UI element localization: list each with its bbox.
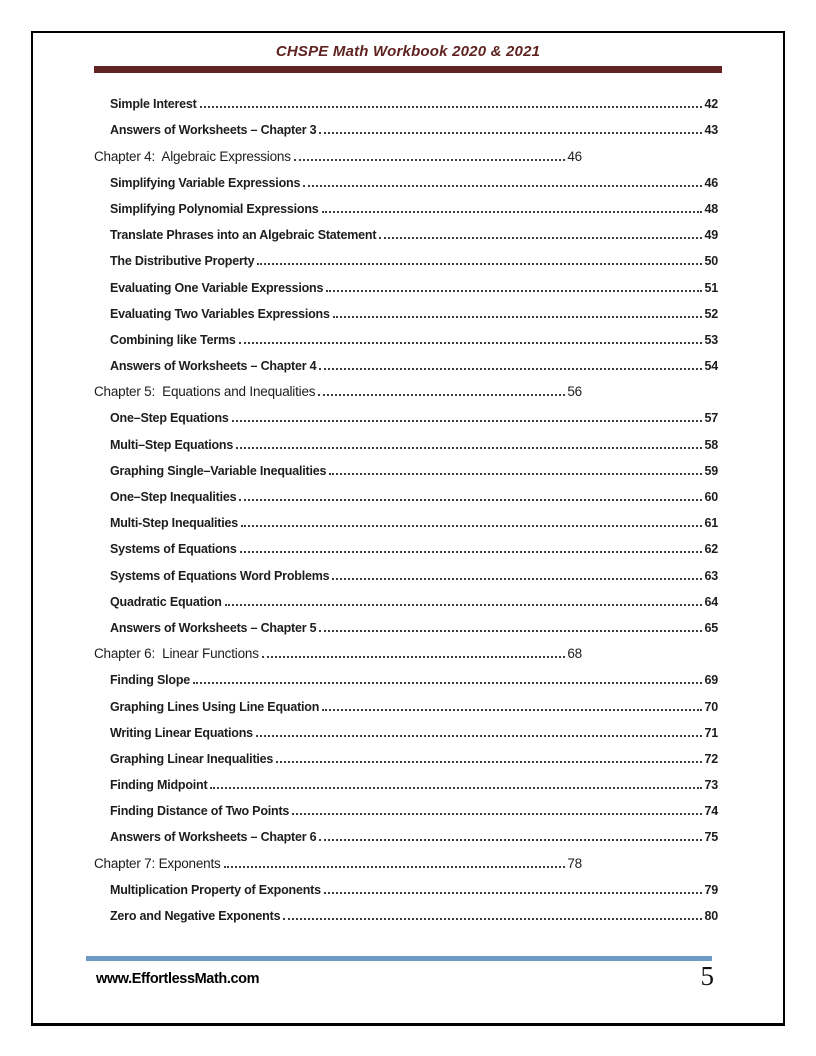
toc-entry-page: 46 [567, 148, 582, 164]
toc-leader-dots [303, 185, 702, 187]
toc-entry-label: Evaluating Two Variables Expressions [110, 306, 330, 321]
toc-leader-dots [319, 839, 702, 841]
toc-leader-dots [329, 473, 702, 475]
toc-leader-dots [333, 316, 703, 318]
toc-row [110, 745, 718, 771]
toc-entry-label: Answers of Worksheets – Chapter 6 [110, 830, 317, 845]
toc-leader-dots [241, 525, 702, 527]
toc-entry-page: 78 [567, 855, 582, 871]
header-rule-bar [94, 66, 722, 73]
toc-row [110, 457, 718, 483]
toc-entry-page: 74 [704, 804, 718, 819]
toc-entry-label: Writing Linear Equations [110, 725, 253, 740]
toc-row [110, 404, 718, 430]
toc-leader-dots [322, 709, 702, 711]
toc-leader-dots [319, 132, 702, 134]
toc-entry-label: Chapter 4: Algebraic Expressions [94, 148, 291, 164]
toc-row [94, 640, 582, 666]
toc-entry-page: 48 [704, 201, 718, 216]
toc-entry-page: 54 [704, 359, 718, 374]
toc-leader-dots [240, 551, 703, 553]
toc-entry-page: 43 [704, 123, 718, 138]
toc-entry-label: Combining like Terms [110, 332, 236, 347]
toc-entry-page: 50 [704, 254, 718, 269]
toc-leader-dots [276, 761, 702, 763]
toc-entry-label: Chapter 7: Exponents [94, 855, 221, 871]
toc-entry-page: 51 [704, 280, 718, 295]
toc-entry-label: Finding Slope [110, 673, 191, 688]
toc-leader-dots [324, 892, 703, 894]
toc-row [110, 169, 718, 195]
toc-leader-dots [232, 420, 703, 422]
toc-row [110, 823, 718, 849]
toc-entry-label: Multi-Step Inequalities [110, 516, 239, 531]
toc-row [110, 116, 718, 142]
toc-entry-label: Answers of Worksheets – Chapter 4 [110, 359, 317, 374]
toc-entry-label: Answers of Worksheets – Chapter 3 [110, 123, 317, 138]
toc-entry-page: 63 [704, 568, 718, 583]
toc-entry-label: Translate Phrases into an Algebraic Statement [110, 228, 377, 243]
toc-leader-dots [257, 263, 702, 265]
toc-row [110, 614, 718, 640]
toc-entry-page: 60 [704, 490, 718, 504]
toc-entry-page: 79 [704, 882, 718, 897]
toc-row [94, 378, 582, 404]
toc-entry-page: 59 [704, 463, 718, 478]
toc-entry-label: Finding Midpoint [110, 778, 208, 793]
toc-entry-page: 57 [704, 411, 718, 426]
toc-entry-page: 53 [704, 332, 718, 347]
toc-row [110, 90, 718, 116]
toc-entry-label: Chapter 6: Linear Functions [94, 646, 259, 662]
toc-leader-dots [319, 368, 702, 370]
toc-row [110, 352, 718, 378]
toc-row [110, 509, 718, 535]
toc-entry-label: The Distributive Property [110, 254, 255, 269]
toc-row [110, 300, 718, 326]
toc-entry-label: Evaluating One Variable Expressions [110, 280, 324, 295]
toc-row [110, 221, 718, 247]
toc-leader-dots [318, 394, 565, 396]
toc-entry-page: 46 [704, 175, 718, 190]
toc-row [110, 561, 718, 587]
toc-row [110, 876, 718, 902]
toc-leader-dots [236, 447, 702, 449]
toc-entry-page: 69 [704, 673, 718, 688]
toc-entry-page: 52 [704, 306, 718, 321]
toc-entry-page: 62 [704, 542, 718, 557]
toc-leader-dots [200, 106, 703, 108]
toc-entry-label: Simplifying Variable Expressions [110, 175, 301, 190]
toc-row [94, 849, 582, 875]
footer-website-text: www.EffortlessMath.com [96, 971, 260, 987]
toc-entry-label: Answers of Worksheets – Chapter 5 [110, 620, 317, 635]
toc-list [94, 90, 718, 928]
page-header-title: CHSPE Math Workbook 2020 & 2021 [275, 43, 541, 60]
toc-leader-dots [294, 159, 566, 161]
toc-leader-dots [326, 290, 702, 292]
toc-leader-dots [239, 499, 702, 501]
toc-entry-page: 71 [704, 725, 718, 740]
toc-leader-dots [256, 735, 703, 737]
toc-row [110, 430, 718, 456]
toc-entry-page: 64 [704, 594, 718, 609]
toc-entry-page: 73 [704, 778, 718, 793]
toc-entry-label: Multi–Step Equations [110, 437, 234, 452]
toc-entry-page: 70 [704, 699, 718, 714]
footer-page-number: 5 [700, 961, 714, 991]
toc-leader-dots [292, 813, 702, 815]
toc-entry-page: 75 [704, 830, 718, 845]
toc-entry-label: Chapter 5: Equations and Inequalities [94, 384, 316, 400]
toc-leader-dots [210, 787, 702, 789]
toc-row [94, 142, 582, 168]
toc-row [110, 666, 718, 692]
toc-row [110, 771, 718, 797]
toc-entry-page: 58 [704, 437, 718, 452]
toc-leader-dots [319, 630, 702, 632]
toc-entry-label: Simple Interest [110, 97, 197, 112]
toc-entry-label: Systems of Equations [110, 542, 237, 557]
toc-row [110, 588, 718, 614]
toc-leader-dots [193, 682, 702, 684]
toc-entry-page: 56 [567, 384, 582, 400]
toc-entry-label: Graphing Lines Using Line Equation [110, 699, 320, 714]
toc-row [110, 483, 718, 509]
toc-entry-page: 65 [704, 620, 718, 635]
toc-leader-dots [224, 866, 566, 868]
toc-entry-page: 61 [704, 516, 718, 531]
toc-entry-label: Multiplication Property of Exponents [110, 882, 321, 897]
toc-leader-dots [332, 578, 702, 580]
toc-entry-label: Systems of Equations Word Problems [110, 568, 330, 583]
toc-entry-page: 68 [567, 646, 582, 662]
toc-row [110, 247, 718, 273]
toc-row [110, 273, 718, 299]
toc-row [110, 692, 718, 718]
toc-entry-label: Finding Distance of Two Points [110, 804, 290, 819]
toc-leader-dots [379, 237, 702, 239]
toc-leader-dots [283, 918, 702, 920]
toc-leader-dots [225, 604, 703, 606]
toc-entry-label: One–Step Equations [110, 411, 229, 426]
toc-entry-page: 49 [704, 228, 718, 243]
toc-leader-dots [322, 211, 703, 213]
toc-entry-page: 42 [704, 97, 718, 112]
footer-rule-bar [86, 956, 712, 961]
toc-row [110, 797, 718, 823]
toc-leader-dots [262, 656, 566, 658]
toc-entry-label: Simplifying Polynomial Expressions [110, 201, 319, 216]
toc-entry-page: 80 [704, 909, 718, 923]
toc-leader-dots [239, 342, 703, 344]
toc-entry-label: Zero and Negative Exponents [110, 909, 281, 923]
toc-row [110, 535, 718, 561]
toc-entry-label: Graphing Linear Inequalities [110, 751, 274, 766]
toc-row [110, 195, 718, 221]
toc-entry-label: One–Step Inequalities [110, 490, 237, 504]
toc-row [110, 719, 718, 745]
toc-entry-label: Quadratic Equation [110, 594, 222, 609]
toc-row [110, 326, 718, 352]
toc-row [110, 902, 718, 928]
toc-entry-page: 72 [704, 751, 718, 766]
toc-entry-label: Graphing Single–Variable Inequalities [110, 463, 327, 478]
